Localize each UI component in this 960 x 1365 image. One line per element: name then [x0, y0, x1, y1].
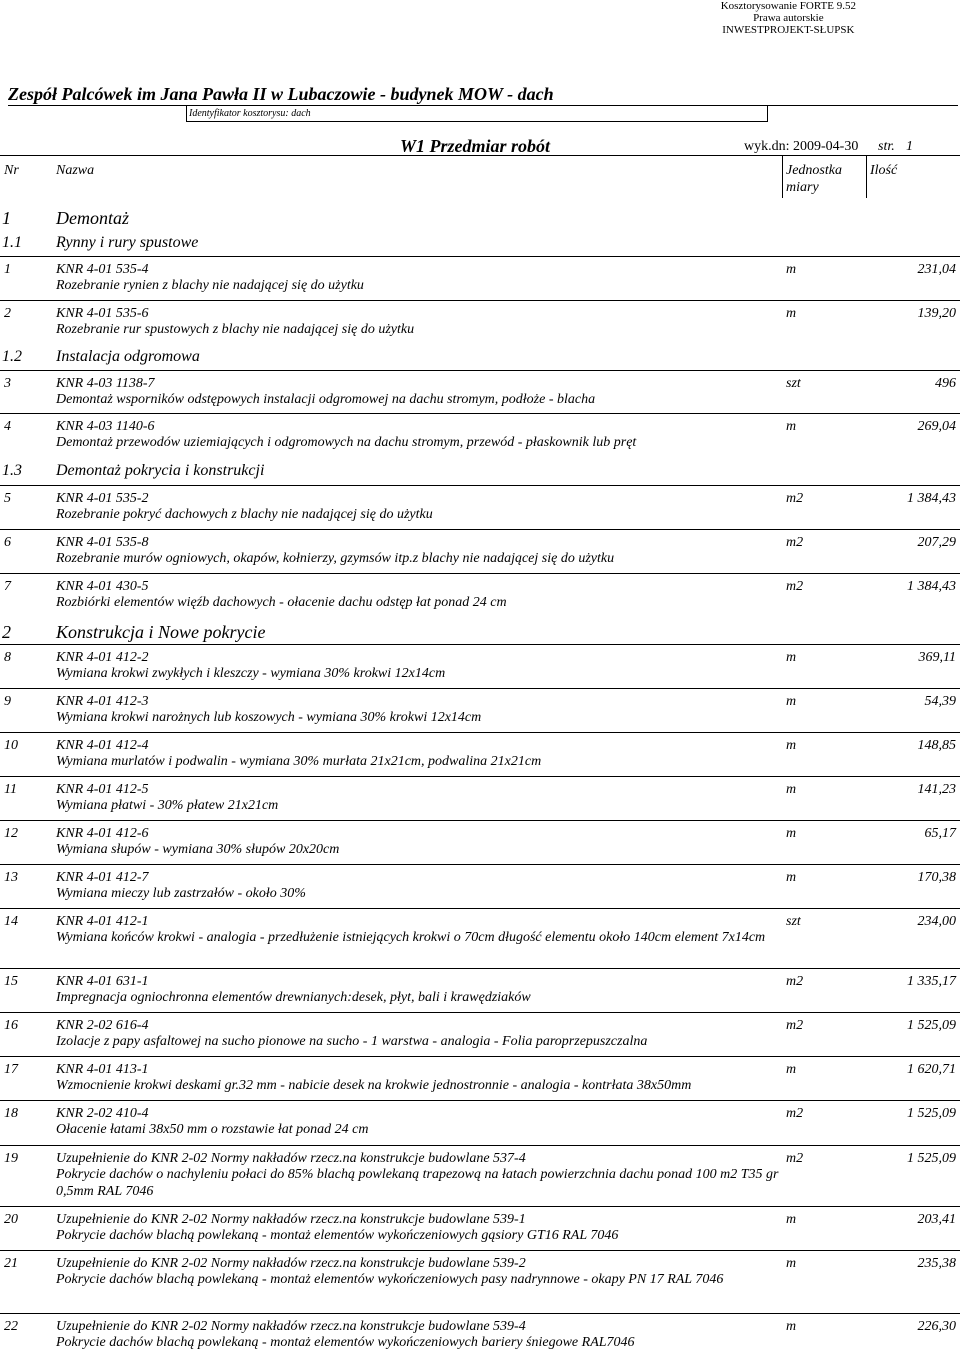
item-description: Wzmocnienie krokwi deskami gr.32 mm - nabicie desek na krokwie jednostronnie - analogia - kontrłata 38x50mm	[56, 1078, 692, 1093]
item-unit: m	[786, 1062, 797, 1077]
row-divider	[0, 776, 960, 777]
item-quantity: 369,11	[918, 650, 956, 665]
row-divider	[0, 732, 960, 733]
copyright-label: Prawa autorskie	[753, 12, 824, 24]
item-code: KNR 4-01 412-2	[56, 650, 149, 665]
item-number: 3	[4, 376, 11, 391]
item-quantity: 1 525,09	[907, 1151, 956, 1166]
column-header-nr: Nr	[4, 163, 19, 178]
item-description: Pokrycie dachów blachą powlekaną - montaż elementów wykończeniowych gąsiory GT16 RAL 7046	[56, 1228, 619, 1243]
item-code: KNR 4-01 412-6	[56, 826, 149, 841]
item-number: 18	[4, 1106, 18, 1121]
item-quantity: 1 525,09	[907, 1018, 956, 1033]
row-divider	[0, 1012, 960, 1013]
item-unit: m	[786, 1319, 797, 1334]
item-code: Uzupełnienie do KNR 2-02 Normy nakładów rzecz.na konstrukcje budowlane 539-1	[56, 1212, 526, 1227]
item-description: Rozebranie rynien z blachy nie nadającej się do użytku	[56, 278, 364, 293]
page-label: str.	[878, 139, 895, 154]
item-description: Wymiana murlatów i podwalin - wymiana 30% murłata 21x21cm, podwalina 21x21cm	[56, 754, 542, 769]
section-number: 1.3	[2, 462, 22, 479]
item-unit: m2	[786, 1018, 804, 1033]
item-quantity: 139,20	[917, 306, 956, 321]
printed-date: wyk.dn: 2009-04-30	[744, 139, 859, 154]
item-description: Wymiana płatwi - 30% płatew 21x21cm	[56, 798, 279, 813]
item-quantity: 1 525,09	[907, 1106, 956, 1121]
item-quantity: 234,00	[917, 914, 956, 929]
page-number: 1	[906, 139, 913, 154]
item-unit: szt	[786, 914, 801, 929]
item-code: KNR 4-01 413-1	[56, 1062, 149, 1077]
item-number: 21	[4, 1256, 18, 1271]
item-code: KNR 4-01 631-1	[56, 974, 149, 989]
row-divider	[0, 1206, 960, 1207]
row-divider	[0, 644, 960, 645]
row-divider	[0, 1056, 960, 1057]
item-number: 1	[4, 262, 11, 277]
item-number: 17	[4, 1062, 18, 1077]
item-code: KNR 4-01 412-4	[56, 738, 149, 753]
row-divider	[0, 968, 960, 969]
item-unit: m	[786, 738, 797, 753]
item-unit: m	[786, 1212, 797, 1227]
row-divider	[0, 485, 960, 486]
item-number: 9	[4, 694, 11, 709]
row-divider	[0, 413, 960, 414]
item-unit: m	[786, 694, 797, 709]
item-quantity: 1 384,43	[907, 579, 956, 594]
item-unit: m	[786, 262, 797, 277]
item-unit: m2	[786, 974, 804, 989]
item-code: Uzupełnienie do KNR 2-02 Normy nakładów rzecz.na konstrukcje budowlane 539-4	[56, 1319, 526, 1334]
section-number: 2	[2, 622, 11, 642]
item-code: KNR 4-01 412-3	[56, 694, 149, 709]
item-quantity: 1 384,43	[907, 491, 956, 506]
item-number: 15	[4, 974, 18, 989]
item-description: Wymiana mieczy lub zastrzałów - około 30%	[56, 886, 306, 901]
row-divider	[0, 908, 960, 909]
row-divider	[0, 1250, 960, 1251]
item-description: Rozebranie rur spustowych z blachy nie nadającej się do użytku	[56, 322, 415, 337]
item-number: 5	[4, 491, 11, 506]
item-description: Izolacje z papy asfaltowej na sucho pionowe na sucho - 1 warstwa - analogia - Folia paroprzepuszczalna	[56, 1034, 648, 1049]
item-quantity: 54,39	[924, 694, 956, 709]
item-number: 7	[4, 579, 11, 594]
item-code: KNR 4-01 430-5	[56, 579, 149, 594]
item-number: 8	[4, 650, 11, 665]
copyright-holder: INWESTPROJEKT-SŁUPSK	[722, 24, 855, 36]
item-description: Pokrycie dachów o nachyleniu połaci do 85% blachą powlekaną trapezową na łatach powierzchnia dachu ponad 100 m2 T35 gr 0,5mm RAL 7046	[56, 1167, 779, 1199]
item-description: Rozbiórki elementów więźb dachowych - ołacenie dachu odstęp łat ponad 24 cm	[56, 595, 507, 610]
item-unit: m2	[786, 579, 804, 594]
item-description: Demontaż wsporników odstępowych instalacji odgromowej na dachu stromym, podłoże - blacha	[56, 392, 596, 407]
item-number: 16	[4, 1018, 18, 1033]
row-divider	[0, 370, 960, 371]
column-header-unit-line1: Jednostka	[786, 163, 842, 178]
item-quantity: 207,29	[917, 535, 956, 550]
column-header-name: Nazwa	[56, 163, 95, 178]
section-name: Instalacja odgromowa	[56, 348, 200, 365]
software-name: Kosztorysowanie FORTE 9.52	[720, 0, 856, 12]
section-number: 1.2	[2, 348, 22, 365]
item-unit: m	[786, 306, 797, 321]
item-quantity: 203,41	[917, 1212, 956, 1227]
item-unit: m2	[786, 491, 804, 506]
item-unit: m	[786, 1256, 797, 1271]
item-unit: m2	[786, 1151, 804, 1166]
item-unit: m	[786, 782, 797, 797]
item-quantity: 235,38	[917, 1256, 956, 1271]
item-quantity: 170,38	[917, 870, 956, 885]
row-divider	[0, 529, 960, 530]
item-description: Wymiana słupów - wymiana 30% słupów 20x20cm	[56, 842, 340, 857]
item-description: Pokrycie dachów blachą powlekaną - montaż elementów wykończeniowych pasy nadrynnowe - okapy PN 17 RAL 7046	[56, 1272, 724, 1287]
item-number: 10	[4, 738, 18, 753]
item-code: KNR 4-03 1138-7	[56, 376, 155, 391]
row-divider	[0, 1145, 960, 1146]
item-number: 11	[4, 782, 17, 797]
item-number: 19	[4, 1151, 18, 1166]
row-divider	[0, 573, 960, 574]
item-code: KNR 4-01 535-8	[56, 535, 149, 550]
column-divider-qty	[866, 156, 867, 198]
item-unit: m	[786, 826, 797, 841]
row-divider	[0, 300, 960, 301]
item-code: KNR 2-02 410-4	[56, 1106, 149, 1121]
item-number: 14	[4, 914, 18, 929]
section-number: 1.1	[2, 234, 22, 251]
item-unit: szt	[786, 376, 801, 391]
item-code: KNR 4-01 412-1	[56, 914, 149, 929]
section-name: Konstrukcja i Nowe pokrycie	[56, 622, 266, 642]
item-number: 2	[4, 306, 11, 321]
item-quantity: 231,04	[917, 262, 956, 277]
row-divider	[0, 1100, 960, 1101]
estimate-identifier: Identyfikator kosztorysu: dach	[186, 106, 768, 122]
item-unit: m	[786, 870, 797, 885]
item-number: 6	[4, 535, 11, 550]
item-description: Ołacenie łatami 38x50 mm o rozstawie łat ponad 24 cm	[56, 1122, 369, 1137]
item-quantity: 269,04	[917, 419, 956, 434]
row-divider	[0, 688, 960, 689]
item-code: KNR 4-01 412-5	[56, 782, 149, 797]
row-divider	[0, 256, 960, 257]
column-divider-unit	[782, 156, 783, 198]
item-quantity: 141,23	[917, 782, 956, 797]
item-quantity: 148,85	[917, 738, 956, 753]
item-description: Wymiana krokwi zwykłych i kleszczy - wymiana 30% krokwi 12x14cm	[56, 666, 446, 681]
item-description: Wymiana krokwi narożnych lub koszowych - wymiana 30% krokwi 12x14cm	[56, 710, 482, 725]
row-divider	[0, 1313, 960, 1314]
item-description: Demontaż przewodów uziemiających i odgromowych na dachu stromym, przewód - płaskownik lub pręt	[56, 435, 637, 450]
item-number: 4	[4, 419, 11, 434]
section-name: Rynny i rury spustowe	[56, 234, 199, 251]
project-title: Zespół Palcówek im Jana Pawła II w Lubaczowie - budynek MOW - dach	[8, 84, 554, 104]
section-name: Demontaż	[56, 208, 129, 228]
column-header-unit	[786, 162, 842, 196]
item-quantity: 1 335,17	[907, 974, 956, 989]
item-code: KNR 4-01 535-6	[56, 306, 149, 321]
item-unit: m	[786, 650, 797, 665]
item-number: 22	[4, 1319, 18, 1334]
item-code: KNR 2-02 616-4	[56, 1018, 149, 1033]
item-description: Rozebranie murów ogniowych, okapów, kołnierzy, gzymsów itp.z blachy nie nadającej się do użytku	[56, 551, 615, 566]
software-credit	[721, 0, 856, 36]
section-name: Demontaż pokrycia i konstrukcji	[56, 462, 265, 479]
item-description: Rozebranie pokryć dachowych z blachy nie nadającej się do użytku	[56, 507, 433, 522]
column-header-qty: Ilość	[870, 163, 898, 178]
item-unit: m	[786, 419, 797, 434]
item-number: 12	[4, 826, 18, 841]
column-header-unit-line2: miary	[786, 180, 819, 195]
item-quantity: 65,17	[924, 826, 956, 841]
item-quantity: 226,30	[917, 1319, 956, 1334]
item-unit: m2	[786, 535, 804, 550]
item-description: Pokrycie dachów blachą powlekaną - montaż elementów wykończeniowych bariery śniegowe RAL7046	[56, 1335, 635, 1350]
item-quantity: 496	[935, 376, 956, 391]
row-divider	[0, 820, 960, 821]
item-description: Impregnacja ogniochronna elementów drewnianych:desek, płyt, bali i krawędziaków	[56, 990, 531, 1005]
row-divider	[0, 864, 960, 865]
item-unit: m2	[786, 1106, 804, 1121]
item-code: KNR 4-01 535-4	[56, 262, 149, 277]
item-code: Uzupełnienie do KNR 2-02 Normy nakładów rzecz.na konstrukcje budowlane 537-4	[56, 1151, 526, 1166]
item-number: 20	[4, 1212, 18, 1227]
item-code: KNR 4-01 535-2	[56, 491, 149, 506]
item-quantity: 1 620,71	[907, 1062, 956, 1077]
item-description: Wymiana końców krokwi - analogia - przedłużenie istniejących krokwi o 70cm długość elementu około 140cm element 7x14cm	[56, 930, 766, 945]
section-number: 1	[2, 208, 11, 228]
item-number: 13	[4, 870, 18, 885]
item-code: KNR 4-03 1140-6	[56, 419, 155, 434]
item-code: KNR 4-01 412-7	[56, 870, 149, 885]
item-code: Uzupełnienie do KNR 2-02 Normy nakładów rzecz.na konstrukcje budowlane 539-2	[56, 1256, 526, 1271]
document-title: W1 Przedmiar robót	[400, 136, 551, 156]
header-divider	[0, 155, 960, 156]
